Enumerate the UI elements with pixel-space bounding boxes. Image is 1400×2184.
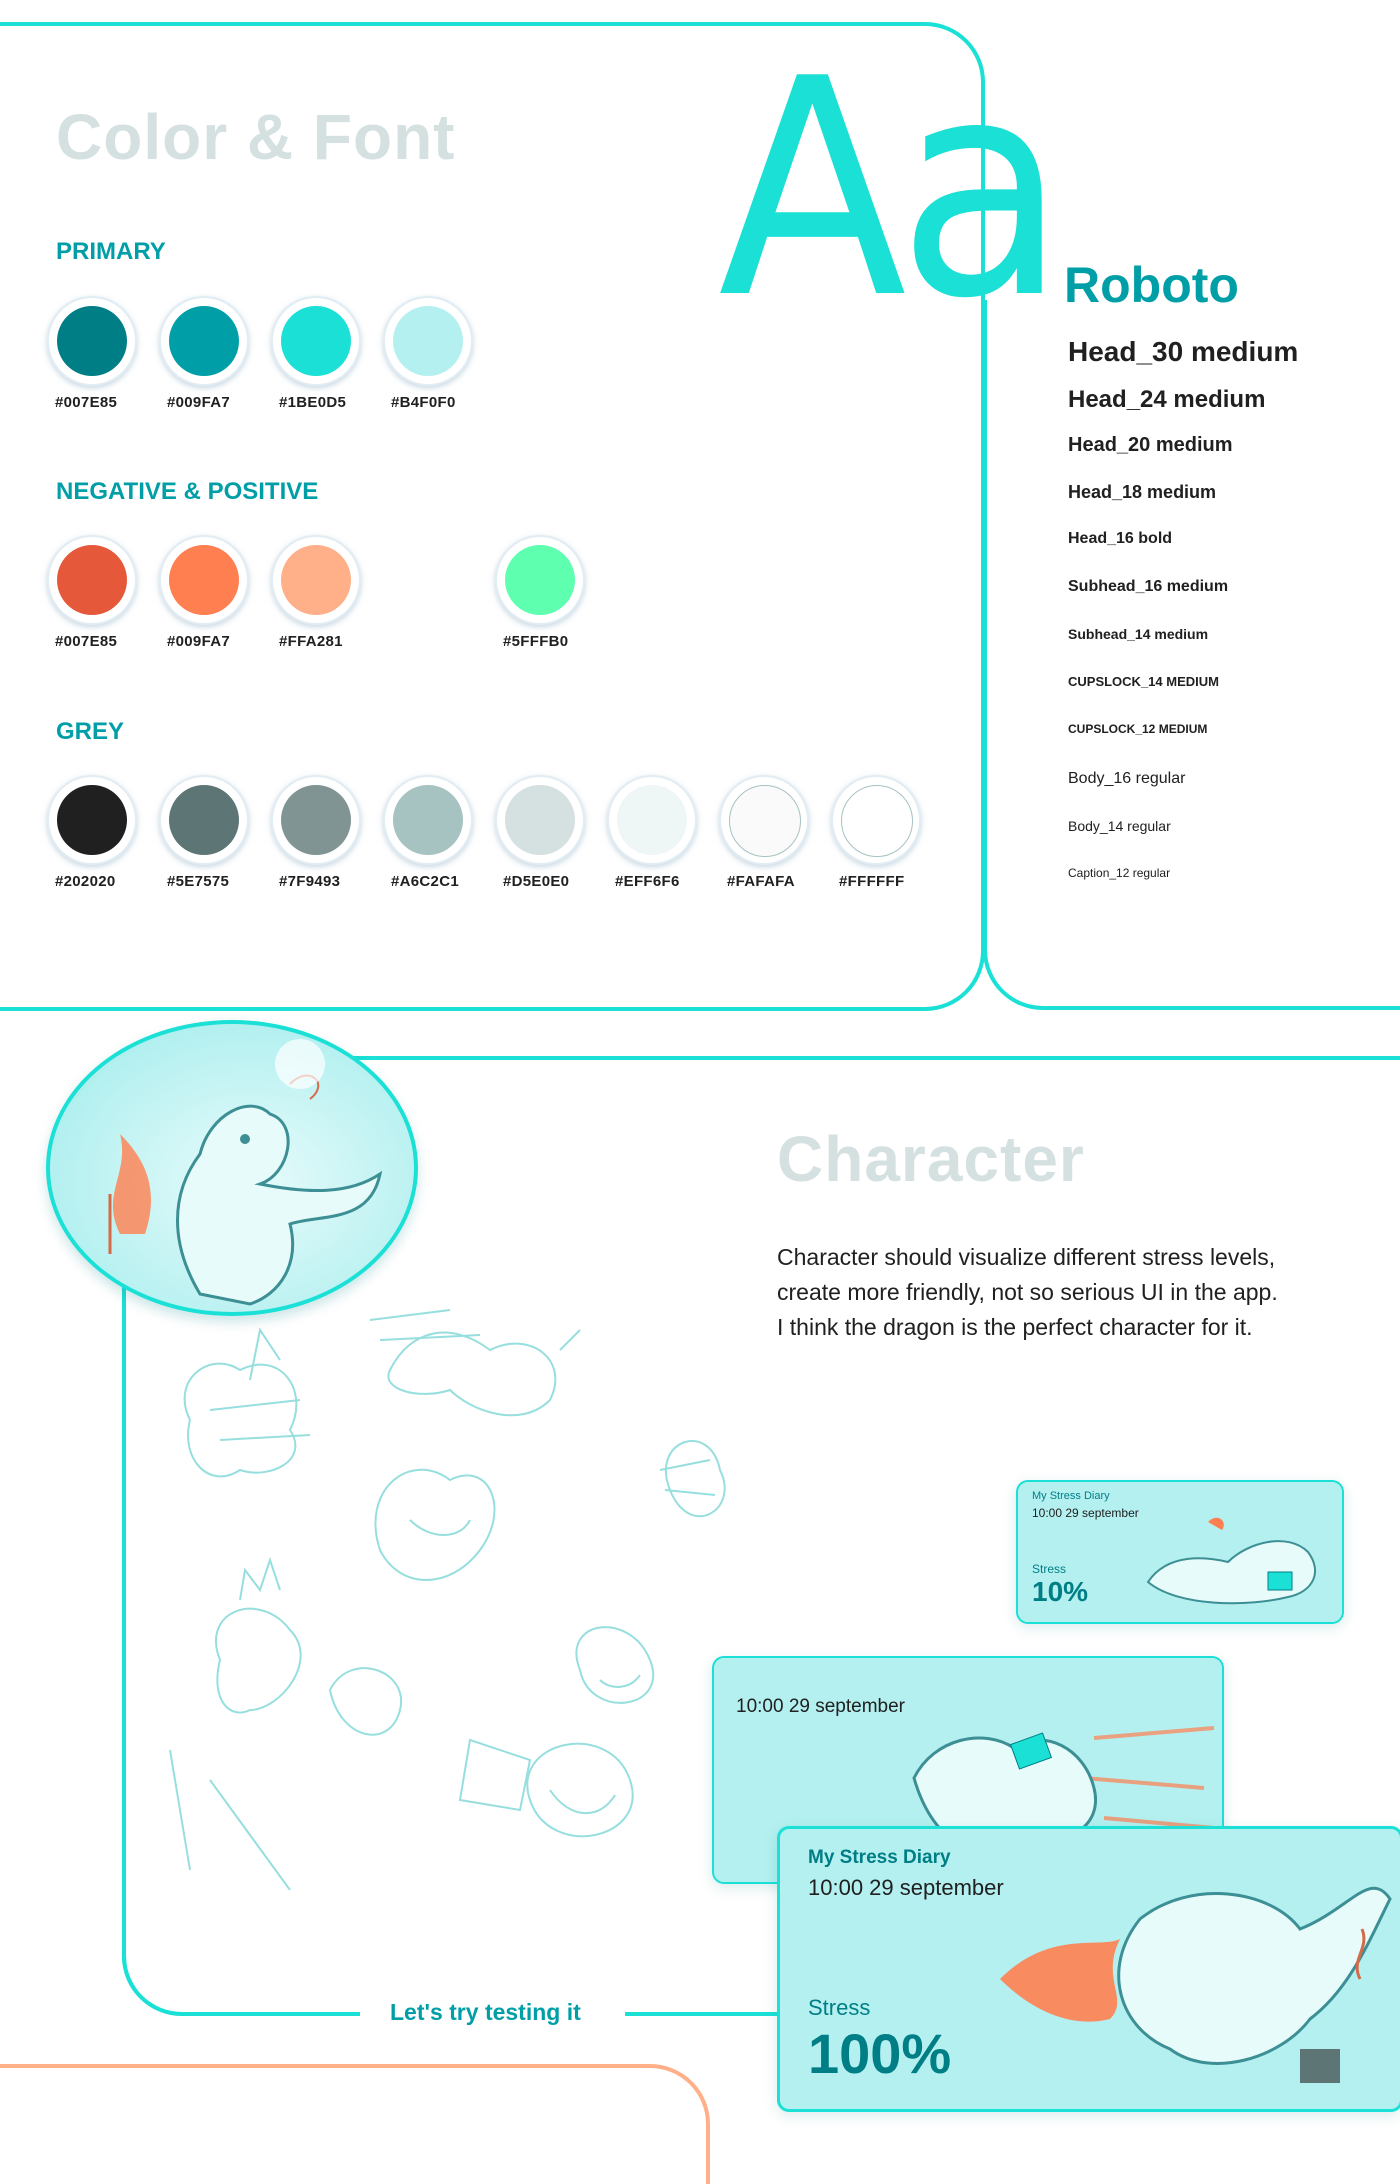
color-swatch [271,535,361,625]
type-scale-item: Head_18 medium [1068,482,1217,502]
type-scale-item: Subhead_16 medium [1068,578,1229,595]
color-swatch [271,296,361,386]
description-line-2: create more friendly, not so serious UI in the app. [777,1279,1278,1305]
frame-bottom-line-right [625,2012,785,2016]
color-swatch [271,775,361,865]
color-swatch [607,775,697,865]
type-scale-item: Body_16 regular [1068,770,1186,787]
dragon-sketches [150,1290,790,1890]
description-line-3: I think the dragon is the perfect character for it. [777,1314,1253,1340]
small-card-stress-label: Stress [1032,1562,1067,1576]
color-hex-label: #009FA7 [167,633,230,650]
color-swatch [495,535,585,625]
color-swatch [159,535,249,625]
color-dot [169,785,239,855]
large-card-datetime: 10:00 29 september [808,1875,1004,1900]
color-swatch [719,775,809,865]
color-swatch [47,535,137,625]
color-hex-label: #7F9493 [279,873,341,890]
large-card-app: My Stress Diary [808,1847,951,1868]
color-hex-label: #1BE0D5 [279,394,347,411]
color-swatch [383,775,473,865]
stress-card-large[interactable] [777,1826,1400,2112]
color-swatch [495,775,585,865]
color-hex-label: #FFA281 [279,633,343,650]
color-hex-label: #FFFFFF [839,873,905,890]
color-dot [281,306,351,376]
dragon-illustration [50,1024,414,1312]
type-scale-item: Caption_12 regular [1068,866,1171,880]
color-swatch [159,296,249,386]
type-scale-item: Body_14 regular [1068,818,1171,834]
primary-label: PRIMARY [56,238,166,265]
color-hex-label: #D5E0E0 [503,873,570,890]
color-dot [729,785,801,857]
color-dot [841,785,913,857]
color-dot [281,785,351,855]
color-dot [505,545,575,615]
color-hex-label: #5E7575 [167,873,230,890]
character-title: Character [777,1123,1085,1195]
color-dot [505,785,575,855]
color-dot [393,785,463,855]
color-font-title: Color & Font [56,101,456,173]
small-card-datetime: 10:00 29 september [1032,1506,1139,1520]
color-dot [57,545,127,615]
grey-label: GREY [56,718,125,745]
color-swatch [159,775,249,865]
character-description [777,1240,1278,1345]
color-hex-label: #007E85 [55,633,118,650]
dragon-fire-illustration [990,1849,1400,2109]
color-hex-label: #FAFAFA [727,873,795,890]
large-card-stress-label: Stress [808,1995,871,2020]
color-swatch [47,296,137,386]
orange-section-frame [0,2064,710,2184]
color-dot [169,306,239,376]
type-scale-item: Head_16 bold [1068,530,1173,547]
stress-card-small[interactable] [1016,1480,1344,1624]
color-hex-label: #A6C2C1 [391,873,459,890]
large-card-stress-value: 100% [808,2022,952,2085]
font-sample-aa: Aa [718,15,1058,364]
medium-card-datetime: 10:00 29 september [736,1696,906,1717]
dragon-calm-illustration [1138,1502,1338,1612]
color-hex-label: #5FFFB0 [503,633,569,650]
color-dot [169,545,239,615]
description-line-1: Character should visualize different stress levels, [777,1244,1276,1270]
font-name: Roboto [1064,257,1239,313]
color-swatch [47,775,137,865]
color-dot [393,306,463,376]
color-dot [617,785,687,855]
type-scale-item: Head_30 medium [1068,336,1299,367]
type-scale-item: Head_20 medium [1068,434,1233,456]
try-testing-link[interactable]: Let's try testing it [390,1999,581,2025]
color-dot [57,306,127,376]
negative-positive-label: NEGATIVE & POSITIVE [56,478,319,505]
dragon-badge [46,1020,418,1316]
type-scale-item: CUPSLOCK_12 MEDIUM [1068,722,1208,736]
character-frame-bottom-left [122,1950,192,2016]
color-hex-label: #007E85 [55,394,118,411]
color-swatch [831,775,921,865]
color-hex-label: #009FA7 [167,394,230,411]
color-hex-label: #EFF6F6 [615,873,680,890]
small-card-app: My Stress Diary [1032,1490,1110,1502]
type-scale-item: Subhead_14 medium [1068,626,1209,642]
color-swatch [383,296,473,386]
color-dot [57,785,127,855]
frame-bottom-line-left [190,2012,360,2016]
type-scale-item: CUPSLOCK_14 MEDIUM [1068,674,1219,689]
color-hex-label: #B4F0F0 [391,394,456,411]
type-scale-item: Head_24 medium [1068,386,1266,413]
color-dot [281,545,351,615]
small-card-stress-value: 10% [1032,1576,1089,1607]
color-hex-label: #202020 [55,873,116,890]
